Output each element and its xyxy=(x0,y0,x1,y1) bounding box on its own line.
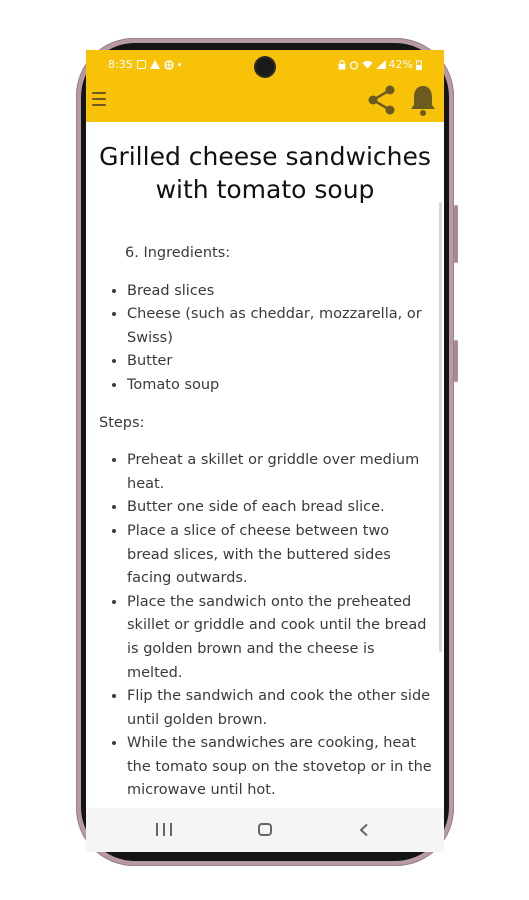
battery-icon xyxy=(416,60,422,70)
steps-list xyxy=(99,449,432,803)
recents-bar xyxy=(156,823,158,836)
recipe-body xyxy=(99,242,432,855)
warning-icon xyxy=(150,60,160,69)
phone-screen xyxy=(86,50,444,852)
step-item: • Flip the sandwich and cook the other side until golden brown. xyxy=(127,685,432,732)
hamburger-icon[interactable] xyxy=(92,92,106,106)
recents-icon[interactable] xyxy=(156,823,172,836)
recipe-content xyxy=(86,122,444,808)
power-button xyxy=(454,340,458,382)
battery-percent: 42% xyxy=(388,58,413,71)
ingredient-item: • Bread slices xyxy=(127,280,432,304)
status-time: 8:35 xyxy=(108,58,133,71)
hamburger-line xyxy=(92,98,106,100)
ingredients-number: 6. xyxy=(125,245,139,261)
ingredients-heading-row xyxy=(99,242,432,266)
lock-icon xyxy=(338,60,346,70)
app-bar xyxy=(86,78,444,122)
step-item: • Place the sandwich onto the preheated skillet or griddle and cook until the bread is golden brown and the cheese is melted. xyxy=(127,591,432,685)
wifi-icon xyxy=(362,60,373,69)
bell-icon[interactable] xyxy=(408,83,438,117)
scrollbar[interactable] xyxy=(439,202,442,652)
hamburger-line xyxy=(92,92,106,94)
step-item: • Butter one side of each bread slice. xyxy=(127,496,432,520)
alarm-icon xyxy=(349,60,359,70)
volume-button xyxy=(454,205,458,263)
hamburger-line xyxy=(92,104,106,106)
back-chevron-icon[interactable] xyxy=(358,824,370,836)
ingredient-item: • Tomato soup xyxy=(127,374,432,398)
home-icon[interactable] xyxy=(258,823,272,836)
ingredient-item: • Cheese (such as cheddar, mozzarella, or Swiss) xyxy=(127,303,432,350)
step-item: • Place a slice of cheese between two bread slices, with the buttered sides facing outwards. xyxy=(127,520,432,591)
status-left xyxy=(108,58,181,71)
step-item: • Preheat a skillet or griddle over medium heat. xyxy=(127,449,432,496)
recents-bar xyxy=(163,823,165,836)
steps-heading: Steps: xyxy=(99,414,145,431)
globe-icon xyxy=(164,60,174,70)
recents-bar xyxy=(170,823,172,836)
share-icon[interactable] xyxy=(366,84,398,116)
step-item: • While the sandwiches are cooking, heat the tomato soup on the stovetop or in the microwave until hot. xyxy=(127,732,432,803)
more-notifications-dot xyxy=(178,63,181,66)
front-camera xyxy=(256,58,274,76)
gallery-notification-icon xyxy=(137,60,146,69)
ingredient-item: • Butter xyxy=(127,350,432,374)
signal-icon xyxy=(376,60,386,69)
status-bar xyxy=(86,50,444,78)
status-right xyxy=(338,58,422,71)
ingredients-list xyxy=(99,280,432,398)
system-nav-bar xyxy=(86,808,444,852)
ingredients-heading: Ingredients: xyxy=(143,245,231,261)
recipe-title: Grilled cheese sandwiches with tomato soup xyxy=(99,142,431,204)
